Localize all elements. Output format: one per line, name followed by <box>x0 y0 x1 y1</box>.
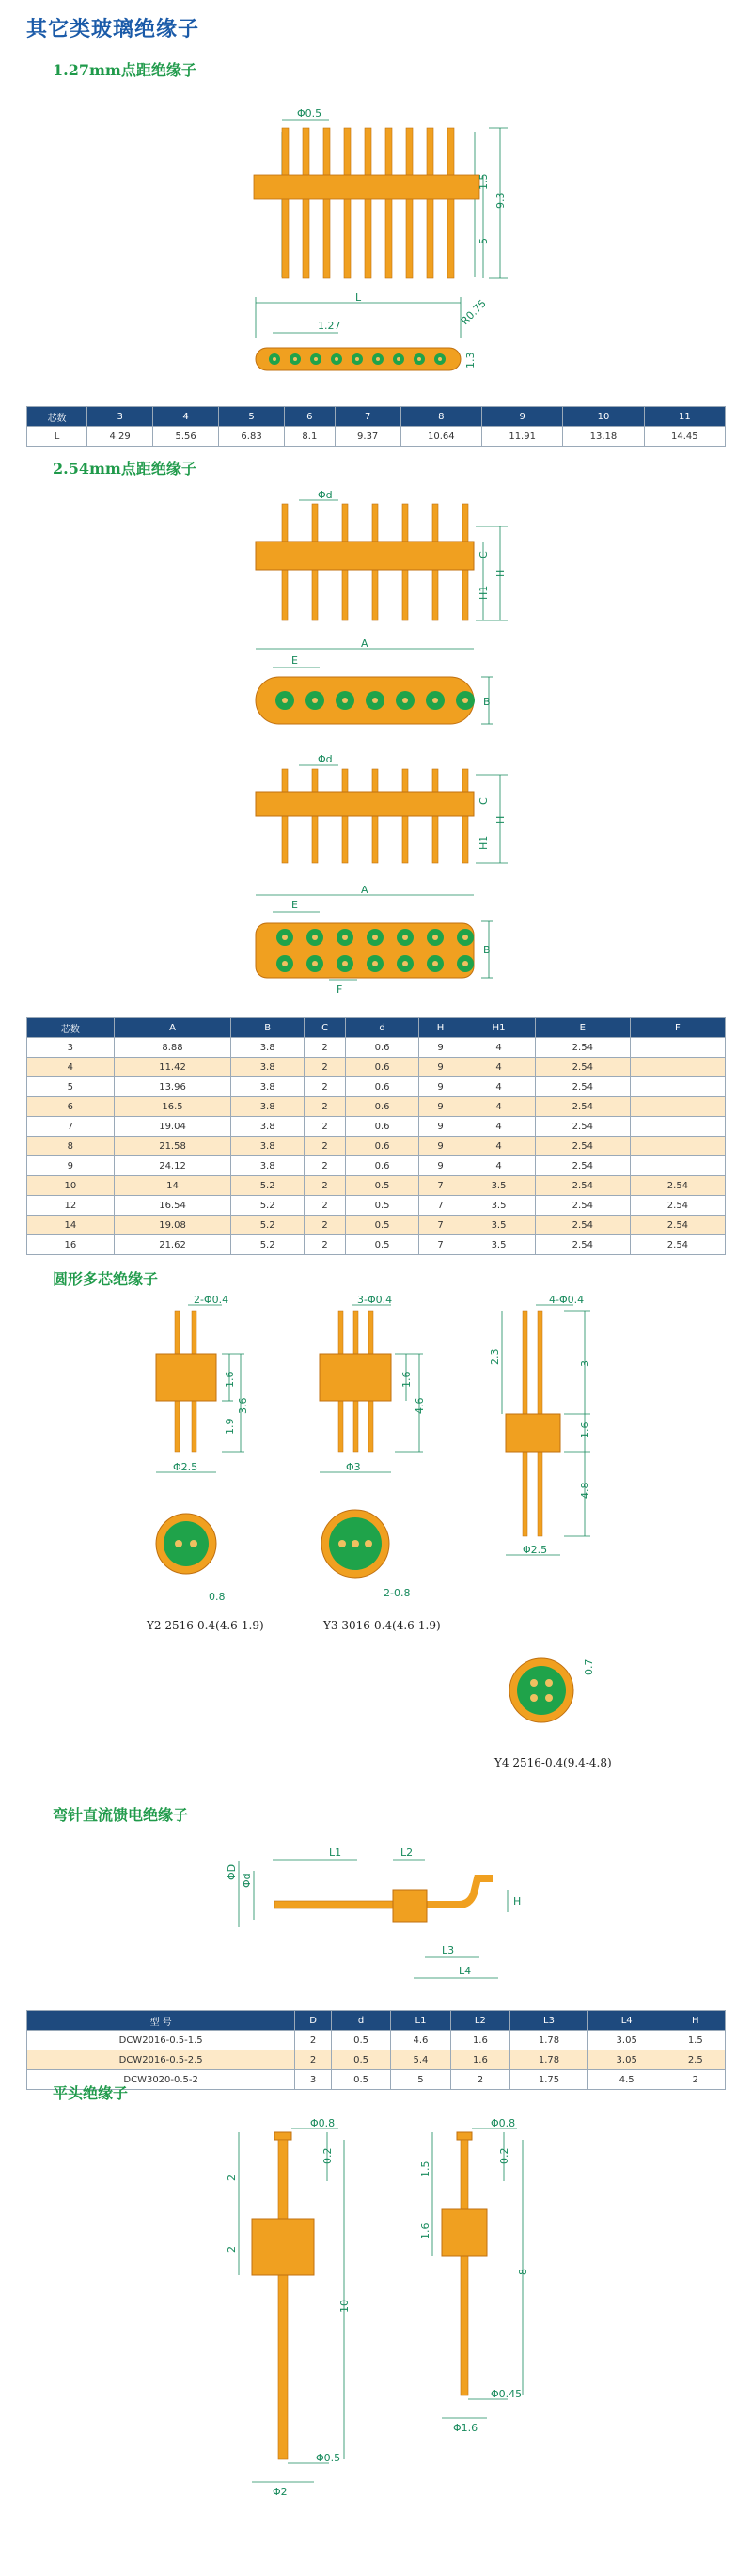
table-cell: 4 <box>462 1156 536 1176</box>
table-row <box>27 1137 726 1156</box>
flat-right-f: Φ1.6 <box>453 2422 478 2434</box>
pin-core <box>372 935 378 940</box>
table-cell: 21.58 <box>114 1137 231 1156</box>
table-cell: 3.8 <box>231 1097 305 1117</box>
table-cell: 12 <box>27 1196 115 1216</box>
table-bent <box>26 2010 726 2090</box>
table-cell: 2 <box>295 2031 332 2050</box>
table-cell: 21.62 <box>114 1235 231 1255</box>
table-cell: 3.8 <box>231 1117 305 1137</box>
table-cell: 2 <box>450 2070 509 2090</box>
table-cell: 2.54 <box>630 1176 725 1196</box>
diagram-127-side <box>0 94 752 301</box>
diagram-flat <box>0 2115 752 2510</box>
table-header-cell: d <box>331 2011 390 2031</box>
pin-core <box>335 357 338 361</box>
bent-D: ΦD <box>226 1863 238 1880</box>
table-cell: 2 <box>304 1038 345 1058</box>
dim-127-pitch: 1.27 <box>318 320 341 332</box>
flat-right-a: 1.5 <box>419 2160 431 2177</box>
table-cell: 0.6 <box>346 1038 419 1058</box>
table-cell: 4 <box>462 1058 536 1077</box>
table-header-cell: C <box>304 1018 345 1038</box>
table-cell: DCW2016-0.5-2.5 <box>27 2050 295 2070</box>
table-cell <box>630 1137 725 1156</box>
table-cell: 0.6 <box>346 1117 419 1137</box>
table-header-cell: 芯数 <box>27 407 87 427</box>
pin-core <box>462 935 468 940</box>
table-header-cell: 8 <box>400 407 481 427</box>
table-cell: 4 <box>462 1137 536 1156</box>
y4-pitch: 0.7 <box>583 1658 595 1675</box>
table-cell: 0.5 <box>346 1235 419 1255</box>
flat-right-c: 0.2 <box>498 2147 510 2164</box>
table-header-cell: 5 <box>219 407 285 427</box>
bent-l2: L2 <box>400 1846 414 1859</box>
pin-core <box>293 357 297 361</box>
table-cell: 9 <box>27 1156 115 1176</box>
table-cell: 2 <box>304 1137 345 1156</box>
table-cell: 2 <box>295 2050 332 2070</box>
pin-core <box>372 698 378 703</box>
table-cell: 0.5 <box>331 2031 390 2050</box>
table-cell: 1.78 <box>510 2050 588 2070</box>
dim-254-h: H <box>494 569 507 577</box>
table-cell: 2.54 <box>630 1196 725 1216</box>
table-cell: 5.2 <box>231 1176 305 1196</box>
table-cell: 9.37 <box>335 427 400 447</box>
dim-127-r: R0.75 <box>458 297 489 328</box>
table-cell: 2.54 <box>535 1137 630 1156</box>
y4-a: 2.3 <box>489 1348 501 1365</box>
table-cell: 16 <box>27 1235 115 1255</box>
table-cell: 5.2 <box>231 1196 305 1216</box>
table-header-cell: 10 <box>563 407 644 427</box>
table-cell: 2.54 <box>535 1216 630 1235</box>
table-cell: 4.5 <box>588 2070 666 2090</box>
caption-y4: Y4 2516-0.4(9.4-4.8) <box>494 1756 612 1769</box>
pin-core <box>314 357 318 361</box>
y3-dia: Φ3 <box>346 1461 361 1473</box>
table-header-cell: H1 <box>462 1018 536 1038</box>
table-cell: 3 <box>27 1038 115 1058</box>
table-header-cell: B <box>231 1018 305 1038</box>
flat-left-e: Φ0.5 <box>316 2452 341 2464</box>
bent-l3: L3 <box>442 1944 455 1956</box>
y2-pitch: 0.8 <box>209 1591 226 1603</box>
pin-core <box>342 935 348 940</box>
table-cell: 19.04 <box>114 1117 231 1137</box>
table-cell: 3.5 <box>462 1196 536 1216</box>
table-cell: 4 <box>27 1058 115 1077</box>
dim-254-h1: H1 <box>478 585 490 600</box>
table-cell: 4 <box>462 1117 536 1137</box>
pin-row-127 <box>269 353 446 365</box>
table-cell: 2.54 <box>535 1156 630 1176</box>
table-header-cell: 型 号 <box>27 2011 295 2031</box>
table-cell: 2.54 <box>630 1216 725 1235</box>
table-header-cell: H <box>666 2011 725 2031</box>
table-row <box>27 1117 726 1137</box>
table-cell: 1.5 <box>666 2031 725 2050</box>
table-cell: 5 <box>391 2070 450 2090</box>
table-cell <box>630 1077 725 1097</box>
table-cell: 16.5 <box>114 1097 231 1117</box>
table-cell: 8 <box>27 1137 115 1156</box>
table-cell: 9 <box>418 1058 462 1077</box>
table-row <box>27 2050 726 2070</box>
flat-left-a: 2 <box>226 2175 238 2181</box>
table-cell: 6.83 <box>219 427 285 447</box>
table-cell: 0.5 <box>346 1176 419 1196</box>
dim-127-b: 5 <box>478 238 490 244</box>
table-cell: 2 <box>304 1097 345 1117</box>
diagram-254 <box>0 489 752 997</box>
table-cell: DCW3020-0.5-2 <box>27 2070 295 2090</box>
dim-127-w: 1.3 <box>464 352 477 369</box>
table-cell: 2 <box>304 1196 345 1216</box>
pin-core <box>376 357 380 361</box>
table-cell: 9 <box>418 1137 462 1156</box>
table-cell: 3.8 <box>231 1058 305 1077</box>
diagram-127-top <box>0 291 752 385</box>
table-cell: 5.2 <box>231 1216 305 1235</box>
table-cell: 1.6 <box>450 2031 509 2050</box>
table-header-cell: L4 <box>588 2011 666 2031</box>
flat-left-c: 0.2 <box>321 2147 334 2164</box>
table-cell <box>630 1117 725 1137</box>
flat-left-f: Φ2 <box>273 2486 288 2498</box>
table-row <box>27 1235 726 1255</box>
table-header-cell: 7 <box>335 407 400 427</box>
table-cell: 7 <box>418 1216 462 1235</box>
dim-127-c: 9.3 <box>494 192 507 209</box>
table-cell <box>630 1156 725 1176</box>
table-header-cell: L2 <box>450 2011 509 2031</box>
table-cell: 2.54 <box>535 1077 630 1097</box>
table-cell: L <box>27 427 87 447</box>
y4-d: 4.8 <box>579 1482 591 1499</box>
table-cell: 2 <box>304 1176 345 1196</box>
table-header-cell: H <box>418 1018 462 1038</box>
table-header-cell: 芯数 <box>27 1018 115 1038</box>
pin-core <box>432 698 438 703</box>
diagram-round <box>0 1294 752 1805</box>
dim-254-phi: Φd <box>318 489 333 501</box>
table-cell: 7 <box>27 1117 115 1137</box>
table-cell: 2.54 <box>535 1196 630 1216</box>
dim-254-h1-2: H1 <box>478 835 490 850</box>
dim-254-phi2: Φd <box>318 753 333 765</box>
table-cell: 2 <box>304 1156 345 1176</box>
pin-core <box>397 357 400 361</box>
table-cell: 0.6 <box>346 1156 419 1176</box>
table-row <box>27 1038 726 1058</box>
caption-y2: Y2 2516-0.4(4.6-1.9) <box>147 1619 264 1632</box>
table-header-cell: A <box>114 1018 231 1038</box>
dim-phi-127: Φ0.5 <box>297 107 322 119</box>
table-cell: 4 <box>462 1038 536 1058</box>
dim-254-h2: H <box>494 815 507 824</box>
table-cell: 14 <box>114 1176 231 1196</box>
table-cell: 11.91 <box>481 427 562 447</box>
table-header-cell: L3 <box>510 2011 588 2031</box>
y2-dia: Φ2.5 <box>173 1461 198 1473</box>
section-title-254: 2.54mm点距绝缘子 <box>53 460 196 478</box>
table-cell: 4.29 <box>87 427 153 447</box>
table-row <box>27 1077 726 1097</box>
table-cell: 2 <box>304 1117 345 1137</box>
table-cell: 11.42 <box>114 1058 231 1077</box>
table-cell: 3.5 <box>462 1176 536 1196</box>
y3-a: 1.6 <box>400 1371 413 1388</box>
pin-core <box>402 698 408 703</box>
table-cell: 2.5 <box>666 2050 725 2070</box>
dim-254-a: A <box>361 637 368 650</box>
dim-254-b: B <box>483 696 491 708</box>
table-cell: 0.5 <box>331 2070 390 2090</box>
table-cell: 1.6 <box>450 2050 509 2070</box>
pin-core <box>312 961 318 966</box>
table-row <box>27 1058 726 1077</box>
flat-right-b: 1.6 <box>419 2223 431 2239</box>
table-cell: 14.45 <box>644 427 725 447</box>
table-cell: 4 <box>462 1097 536 1117</box>
pin-core <box>282 698 288 703</box>
table-row <box>27 1156 726 1176</box>
table-cell <box>630 1097 725 1117</box>
table-cell: 14 <box>27 1216 115 1235</box>
table-cell: 3.8 <box>231 1077 305 1097</box>
y3-pitch: 2-0.8 <box>384 1587 411 1599</box>
pin-core <box>432 961 438 966</box>
table-cell: 3.8 <box>231 1038 305 1058</box>
flat-left-top: Φ0.8 <box>310 2117 336 2129</box>
table-header-cell: 9 <box>481 407 562 427</box>
table-header-cell: F <box>630 1018 725 1038</box>
table-row <box>27 1097 726 1117</box>
table-cell: 13.18 <box>563 427 644 447</box>
table-cell: 2 <box>304 1077 345 1097</box>
table-cell: 5 <box>27 1077 115 1097</box>
table-cell: 7 <box>418 1196 462 1216</box>
pin-core <box>462 698 468 703</box>
table-cell: 3.05 <box>588 2031 666 2050</box>
table-header-cell: 6 <box>285 407 336 427</box>
table-header-cell: d <box>346 1018 419 1038</box>
table-cell: 2 <box>304 1235 345 1255</box>
y2-a: 1.6 <box>224 1371 236 1388</box>
table-cell: 2 <box>666 2070 725 2090</box>
dim-127-L: L <box>355 291 362 304</box>
table-127 <box>26 406 726 447</box>
table-header-cell: 11 <box>644 407 725 427</box>
dim-254-e2: E <box>291 899 298 911</box>
table-cell: 0.5 <box>331 2050 390 2070</box>
table-cell: 8.88 <box>114 1038 231 1058</box>
table-cell: 2 <box>304 1216 345 1235</box>
table-header-cell: L1 <box>391 2011 450 2031</box>
flat-left-d: 10 <box>338 2300 351 2313</box>
table-row <box>27 1196 726 1216</box>
dim-254-c2: C <box>478 797 490 805</box>
table-row <box>27 2031 726 2050</box>
table-cell: 10.64 <box>400 427 481 447</box>
flat-right-top: Φ0.8 <box>491 2117 516 2129</box>
section-title-127: 1.27mm点距绝缘子 <box>53 61 196 79</box>
table-cell: 5.56 <box>153 427 219 447</box>
table-cell: 24.12 <box>114 1156 231 1176</box>
table-cell: 1.78 <box>510 2031 588 2050</box>
pin-core <box>355 357 359 361</box>
bent-h: H <box>513 1895 522 1908</box>
table-cell: 0.6 <box>346 1137 419 1156</box>
table-cell: 7 <box>418 1176 462 1196</box>
table-cell: 0.6 <box>346 1058 419 1077</box>
dim-254-c: C <box>478 551 490 558</box>
table-cell: 6 <box>27 1097 115 1117</box>
pin-core <box>462 961 468 966</box>
table-cell: 3.8 <box>231 1137 305 1156</box>
table-cell: 9 <box>418 1038 462 1058</box>
table-cell: 2.54 <box>630 1235 725 1255</box>
flat-left-b: 2 <box>226 2246 238 2253</box>
table-cell: DCW2016-0.5-1.5 <box>27 2031 295 2050</box>
table-header-cell: D <box>295 2011 332 2031</box>
table-cell: 2 <box>304 1058 345 1077</box>
table-cell: 9 <box>418 1077 462 1097</box>
table-cell <box>630 1058 725 1077</box>
table-cell: 4.6 <box>391 2031 450 2050</box>
y3-pin: 3-Φ0.4 <box>357 1294 393 1306</box>
pin-core <box>312 698 318 703</box>
y4-dia: Φ2.5 <box>523 1544 548 1556</box>
table-cell: 3.05 <box>588 2050 666 2070</box>
table-cell: 9 <box>418 1097 462 1117</box>
dim-254-e: E <box>291 654 298 667</box>
table-cell: 10 <box>27 1176 115 1196</box>
table-cell: 2.54 <box>535 1235 630 1255</box>
pin-core <box>282 935 288 940</box>
table-cell: 19.08 <box>114 1216 231 1235</box>
flat-right-d: 8 <box>517 2269 529 2275</box>
y2-b: 1.9 <box>224 1418 236 1435</box>
table-cell: 0.5 <box>346 1216 419 1235</box>
pin-core <box>402 961 408 966</box>
table-cell: 5.4 <box>391 2050 450 2070</box>
flat-right-e: Φ0.45 <box>491 2388 523 2400</box>
table-header-cell: E <box>535 1018 630 1038</box>
table-cell: 2.54 <box>535 1176 630 1196</box>
bent-d: Φd <box>241 1873 253 1888</box>
page-title: 其它类玻璃绝缘子 <box>26 17 200 41</box>
y2-pin: 2-Φ0.4 <box>194 1294 229 1306</box>
pin-core <box>432 935 438 940</box>
table-cell: 0.5 <box>346 1196 419 1216</box>
section-title-bent: 弯针直流馈电绝缘子 <box>53 1806 189 1824</box>
pin-core <box>273 357 276 361</box>
table-cell: 3.8 <box>231 1156 305 1176</box>
table-254 <box>26 1017 726 1255</box>
pin-core <box>372 961 378 966</box>
table-cell: 1.75 <box>510 2070 588 2090</box>
bent-l4: L4 <box>459 1965 472 1977</box>
table-cell: 16.54 <box>114 1196 231 1216</box>
table-cell: 2.54 <box>535 1038 630 1058</box>
table-cell: 3 <box>295 2070 332 2090</box>
table-cell: 9 <box>418 1117 462 1137</box>
table-cell: 0.6 <box>346 1077 419 1097</box>
bent-l1: L1 <box>329 1846 342 1859</box>
pin-core <box>342 698 348 703</box>
pin-core <box>282 961 288 966</box>
dim-127-a: 1.5 <box>478 173 490 190</box>
table-cell: 3.5 <box>462 1216 536 1235</box>
dim-254-f: F <box>337 983 343 996</box>
y4-c: 1.6 <box>579 1422 591 1438</box>
table-cell: 7 <box>418 1235 462 1255</box>
caption-y3: Y3 3016-0.4(4.6-1.9) <box>323 1619 441 1632</box>
diagram-bent <box>0 1833 752 1993</box>
pin-core <box>438 357 442 361</box>
table-cell: 9 <box>418 1156 462 1176</box>
dim-254-a2: A <box>361 884 368 896</box>
table-header-cell: 3 <box>87 407 153 427</box>
table-cell: 2.54 <box>535 1117 630 1137</box>
table-cell <box>630 1038 725 1058</box>
pin-core <box>402 935 408 940</box>
y4-b: 3 <box>579 1360 591 1367</box>
y3-b: 4.6 <box>414 1397 426 1414</box>
table-cell: 5.2 <box>231 1235 305 1255</box>
table-cell: 13.96 <box>114 1077 231 1097</box>
pin-core <box>312 935 318 940</box>
table-cell: 8.1 <box>285 427 336 447</box>
table-cell: 3.5 <box>462 1235 536 1255</box>
pin-core <box>417 357 421 361</box>
y2-c: 3.6 <box>237 1397 249 1414</box>
section-title-flat: 平头绝缘子 <box>53 2084 129 2102</box>
table-cell: 4 <box>462 1077 536 1097</box>
table-header-cell: 4 <box>153 407 219 427</box>
table-row <box>27 2070 726 2090</box>
table-row <box>27 1176 726 1196</box>
table-cell: 0.6 <box>346 1097 419 1117</box>
pin-core <box>342 961 348 966</box>
table-cell: 2.54 <box>535 1058 630 1077</box>
y4-pin: 4-Φ0.4 <box>549 1294 585 1306</box>
table-cell: 2.54 <box>535 1097 630 1117</box>
section-title-round: 圆形多芯绝缘子 <box>53 1270 159 1288</box>
dim-254-b2: B <box>483 944 491 956</box>
table-row <box>27 1216 726 1235</box>
